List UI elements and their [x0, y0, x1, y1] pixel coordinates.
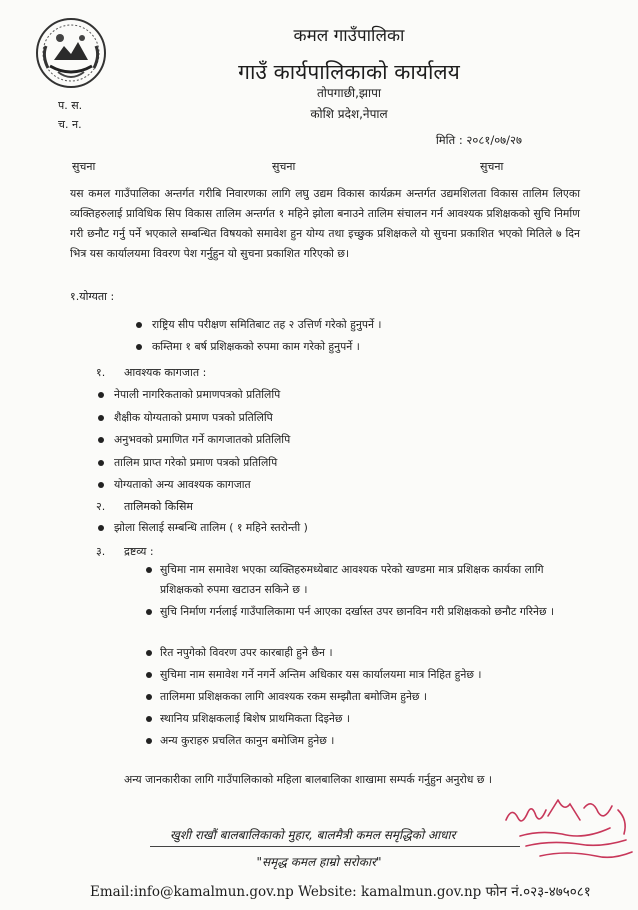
note-item: रित नपुगेको विवरण उपर कारबाही हुने छैन । [160, 643, 560, 663]
note-item: अन्य कुराहरु प्रचलित कानुन बमोजिम हुनेछ । [160, 731, 560, 751]
bullet-icon [98, 460, 104, 466]
bullet-icon [146, 609, 152, 615]
reference-ps-label: प. स. [58, 99, 83, 112]
bullet-icon [146, 716, 152, 722]
note-item: स्थानिय प्रशिक्षकलाई बिशेष प्राथमिकता दिइनेछ । [160, 709, 560, 729]
documents-heading: आवश्यक कागजात : [124, 366, 207, 379]
footer-divider [150, 846, 520, 847]
reference-cn-label: च. न. [58, 118, 82, 131]
document-item: शैक्षीक योग्यताको प्रमाण पत्रको प्रतिलिपि [98, 412, 273, 425]
bullet-icon [146, 650, 152, 656]
note-item: तालिममा प्रशिक्षकका लागि आवश्यक रकम सम्झौता बमोजिम हुनेछ । [160, 687, 560, 707]
footer-contact: Email:info@kamalmun.gov.np Website: kamalmun.gov.np फोन नं.०२३-४७५०८१ [90, 884, 591, 900]
office-address: तोपगाछी,झापा [316, 86, 382, 100]
office-name: गाउँ कार्यपालिकाको कार्यालय [238, 60, 460, 84]
documents-number: १. [96, 366, 106, 379]
document-item: तालिम प्राप्त गरेको प्रमाण पत्रको प्रतिलिपि [98, 457, 277, 470]
note-item: सुचिमा नाम समावेश गर्ने नगर्ने अन्तिम अधिकार यस कार्यालयमा मात्र निहित हुनेछ । [160, 665, 560, 685]
training-item: झोला सिलाई सम्बन्धि तालिम ( १ महिने स्तरोन्ती ) [98, 522, 308, 535]
note-item: सुचिमा नाम समावेश भएका व्यक्तिहरुमध्येबाट आवश्यक परेको खण्डमा मात्र प्रशिक्षक कार्यका लागि प्रशिक्षकको रुपमा खटाउन सकिने छ । [160, 560, 560, 600]
bullet-icon [146, 694, 152, 700]
footer-slogan: "समृद्ध कमल हाम्रो सरोकार" [256, 855, 382, 869]
bullet-icon [98, 392, 104, 398]
document-item: अनुभवको प्रमाणित गर्ने कागजातको प्रतिलिपि [98, 434, 290, 447]
qualification-heading: १.योग्यता : [70, 290, 115, 303]
document-date: मिति : २०८१/०७/२७ [435, 133, 522, 147]
bullet-icon [146, 738, 152, 744]
bullet-icon [98, 437, 104, 443]
notes-number: ३. [96, 545, 106, 558]
qualification-item: राष्ट्रिय सीप परीक्षण समितिबाट तह २ उत्तिर्ण गरेको हुनुपर्ने । [136, 319, 382, 332]
document-item: नेपाली नागरिकताको प्रमाणपत्रको प्रतिलिपि [98, 389, 280, 402]
notice-word-center: सुचना [272, 160, 296, 173]
closing-request: अन्य जानकारीका लागि गाउँपालिकाको महिला बालबालिका शाखामा सम्पर्क गर्नुहुन अनुरोध छ । [124, 773, 492, 786]
notes-heading: द्रष्टव्य : [124, 545, 154, 558]
training-number: २. [96, 500, 106, 513]
municipality-name: कमल गाउँपालिका [293, 26, 405, 46]
document-item: योग्यताको अन्य आवश्यक कागजात [98, 479, 251, 492]
bullet-icon [136, 344, 142, 350]
notice-word-left: सुचना [72, 160, 96, 173]
intro-paragraph: यस कमल गाउँपालिका अन्तर्गत गरीबि निवारणका लागि लघु उद्यम विकास कार्यक्रम अन्तर्गत उद्यमशिलता विकास तालिम लिएका व्यक्तिहरुलाई प्राविधिक सिप विकास तालिम अन्तर्गत १ महिने झोला बनाउने तालिम संचालन गर्न आवश्यक प्रशिक्षकको सुचि निर्माण गरी छनौट गर्नु पर्ने भएकाले सम्बन्धित विषयको समावेश हुन योग्य तथा इच्छुक प्रशिक्षकले यो सुचना प्रकाशित भएको मितिले ७ दिन भित्र यस कार्यालयमा विवरण पेश गर्नुहुन यो सुचना प्रकाशित गरिएको छ। [70, 187, 580, 260]
bullet-icon [98, 525, 104, 531]
bullet-icon [98, 415, 104, 421]
qualification-item: कम्तिमा १ बर्ष प्रशिक्षकको रुपमा काम गरेको हुनुपर्ने । [136, 341, 360, 354]
bullet-icon [146, 672, 152, 678]
footer-tagline: खुशी राखौं बालबालिकाको मुहार, बालमैत्री कमल समृद्धिको आधार [170, 828, 456, 842]
bullet-icon [146, 567, 152, 573]
bullet-icon [136, 322, 142, 328]
notice-word-right: सुचना [480, 160, 504, 173]
bullet-icon [98, 482, 104, 488]
office-province: कोशि प्रदेश,नेपाल [310, 107, 388, 121]
training-heading: तालिमको किसिम [124, 500, 193, 513]
note-item: सुचि निर्माण गर्नलाई गाउँपालिकामा पर्न आएका दर्खास्त उपर छानविन गरी प्रशिक्षकको छनौट गरिनेछ । [160, 602, 560, 622]
